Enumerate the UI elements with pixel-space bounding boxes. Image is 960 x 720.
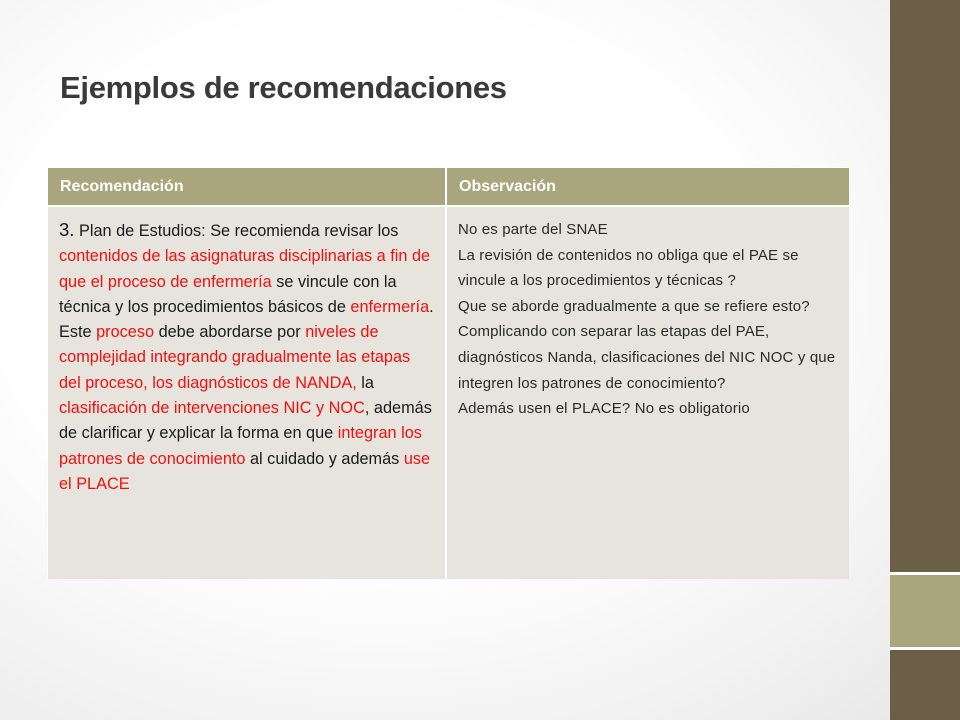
highlighted-text: niveles de complejidad integrando gradualmente las etapas del proceso, los diagnósticos de NANDA, [59,323,411,392]
recommendation-text [59,217,435,497]
highlighted-text: clasificación de intervenciones NIC y NOC [59,399,365,418]
plain-text: se vincule con la técnica y los procedimientos básicos de [59,272,397,316]
plain-text: . Este [59,297,434,342]
recommendations-table [47,167,848,578]
side-band-light [890,575,960,650]
side-band-dark-top [890,0,960,575]
observation-cell [447,207,849,579]
observation-line: Complicando con separar las etapas del PAE, diagnósticos Nanda, clasificaciones del NIC NOC y que integren los patrones de conocimiento? [458,323,836,392]
plain-text: Plan de Estudios: Se recomienda revisar los [74,222,399,240]
side-band-dark-bottom [890,650,960,720]
highlighted-text: enfermería [350,297,430,316]
plain-text: al cuidado y además [245,449,404,468]
recommendation-number: 3. [59,219,75,240]
observation-line: Además usen el PLACE? No es obligatorio [458,400,750,418]
highlighted-text: contenidos de las asignaturas disciplinarias a fin de que el proceso de enfermería [59,247,431,291]
highlighted-text: integran los patrones de conocimiento [59,424,422,468]
observation-line: La revisión de contenidos no obliga que el PAE se vincule a los procedimientos y técnicas ? [458,246,799,290]
header-recomendacion: Recomendación [48,168,447,207]
recommendation-segments [59,222,434,493]
recommendation-cell [48,207,447,579]
slide-title: Ejemplos de recomendaciones [60,70,507,105]
highlighted-text: proceso [96,323,155,342]
plain-text: debe abordarse por [154,323,306,342]
header-observacion: Observación [447,168,849,207]
observation-line: No es parte del SNAE [458,221,608,238]
observation-text [458,217,839,422]
plain-text: , además de clarificar y explicar la forma en que [59,399,432,443]
plain-text: la [356,373,374,392]
highlighted-text: use el PLACE [59,449,431,493]
observation-line: Que se aborde gradualmente a que se refiere esto? [458,297,810,315]
